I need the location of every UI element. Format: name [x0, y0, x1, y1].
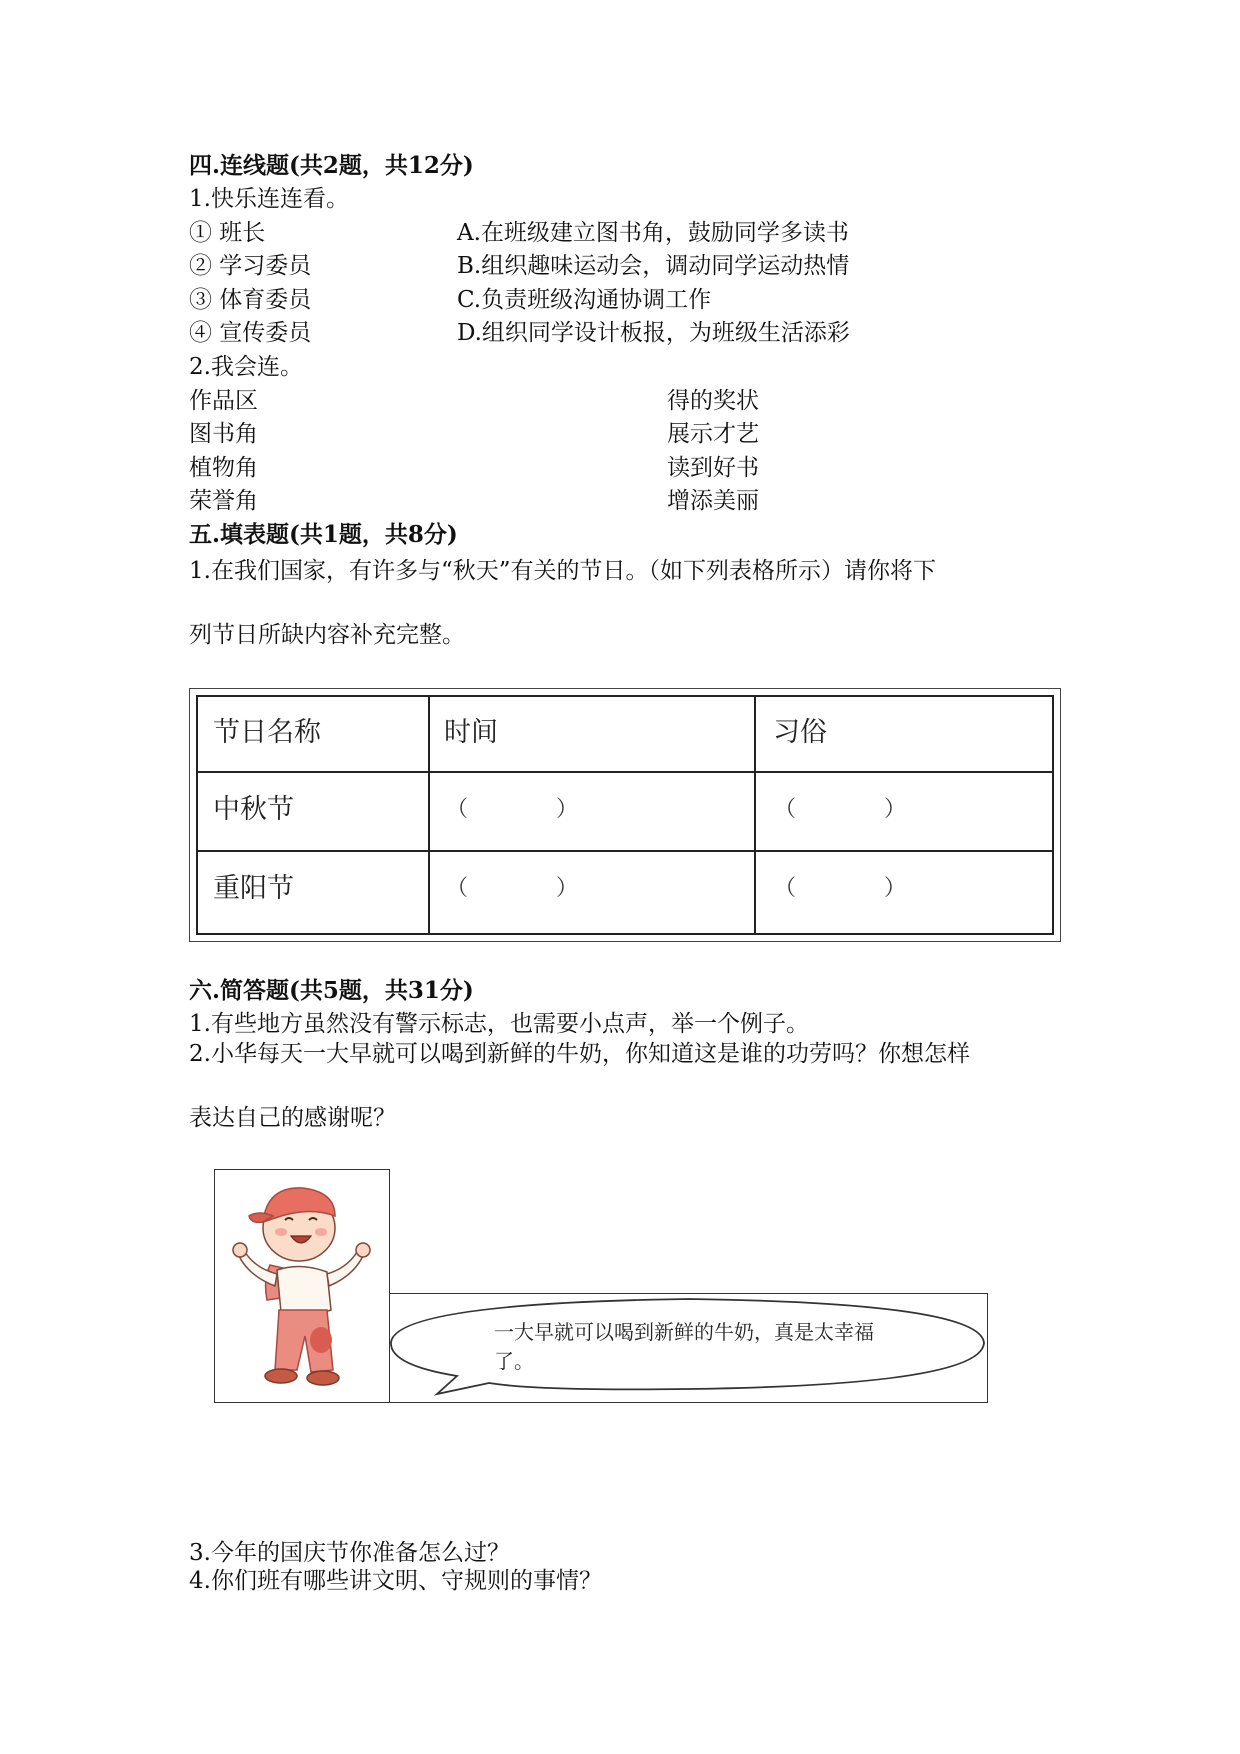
table-divider	[428, 695, 430, 935]
section6-q4: 4.你们班有哪些讲文明、守规则的事情？	[189, 1568, 602, 1594]
q1-left-item: ② 学习委员	[189, 253, 312, 279]
table-cell-blank[interactable]: （ ）	[774, 797, 907, 822]
section6-q2-line1: 2.小华每天一大早就可以喝到新鲜的牛奶，你知道这是谁的功劳吗？你想怎样	[189, 1041, 970, 1067]
festival-table	[196, 695, 1054, 935]
table-header-custom: 习俗	[773, 717, 827, 748]
table-cell-blank[interactable]: （ ）	[446, 797, 579, 822]
q2-right-item: 展示才艺	[667, 421, 759, 447]
boy-illustration	[214, 1169, 390, 1403]
q1-left-item: ① 班长	[189, 220, 266, 246]
table-divider	[196, 771, 1054, 773]
q1-right-item: B.组织趣味运动会，调动同学运动热情	[457, 253, 850, 279]
table-cell-blank[interactable]: （ ）	[446, 876, 579, 901]
q2-right-item: 得的奖状	[667, 388, 759, 414]
q2-left-item: 植物角	[189, 455, 258, 481]
boy-drawing	[215, 1170, 388, 1401]
table-cell-festival: 重阳节	[213, 873, 294, 904]
q2-left-item: 荣誉角	[189, 488, 258, 514]
q1-left-item: ④ 宣传委员	[189, 320, 312, 346]
q1-right-item: A.在班级建立图书角，鼓励同学多读书	[457, 220, 849, 246]
table-cell-blank[interactable]: （ ）	[774, 876, 907, 901]
table-divider	[754, 695, 756, 935]
speech-text: 一大早就可以喝到新鲜的牛奶，真是太幸福了。	[494, 1320, 874, 1373]
section6-q3: 3.今年的国庆节你准备怎么过？	[189, 1540, 510, 1566]
section4-q2-stem: 2.我会连。	[189, 354, 303, 380]
table-header-time: 时间	[444, 717, 498, 748]
section5-heading: 五.填表题(共1题，共8分)	[189, 521, 458, 548]
section6-q2-line2: 表达自己的感谢呢？	[189, 1105, 396, 1131]
q2-right-item: 增添美丽	[667, 488, 759, 514]
table-header-name: 节日名称	[213, 717, 321, 748]
table-divider	[196, 850, 1054, 852]
q2-left-item: 作品区	[189, 388, 258, 414]
section5-q1-line2: 列节日所缺内容补充完整。	[189, 622, 465, 648]
section4-heading: 四.连线题(共2题，共12分)	[189, 152, 474, 179]
section6-heading: 六.简答题(共5题，共31分)	[189, 977, 474, 1004]
section5-q1-line1: 1.在我们国家，有许多与“秋天”有关的节日。（如下列表格所示）请你将下	[189, 558, 936, 584]
q1-left-item: ③ 体育委员	[189, 287, 312, 313]
q2-right-item: 读到好书	[667, 455, 759, 481]
q2-left-item: 图书角	[189, 421, 258, 447]
table-cell-festival: 中秋节	[213, 794, 294, 825]
q1-right-item: D.组织同学设计板报，为班级生活添彩	[457, 320, 850, 346]
q1-right-item: C.负责班级沟通协调工作	[457, 287, 712, 313]
section6-q1: 1.有些地方虽然没有警示标志，也需要小点声，举一个例子。	[189, 1011, 809, 1037]
section4-q1-stem: 1.快乐连连看。	[189, 186, 349, 212]
